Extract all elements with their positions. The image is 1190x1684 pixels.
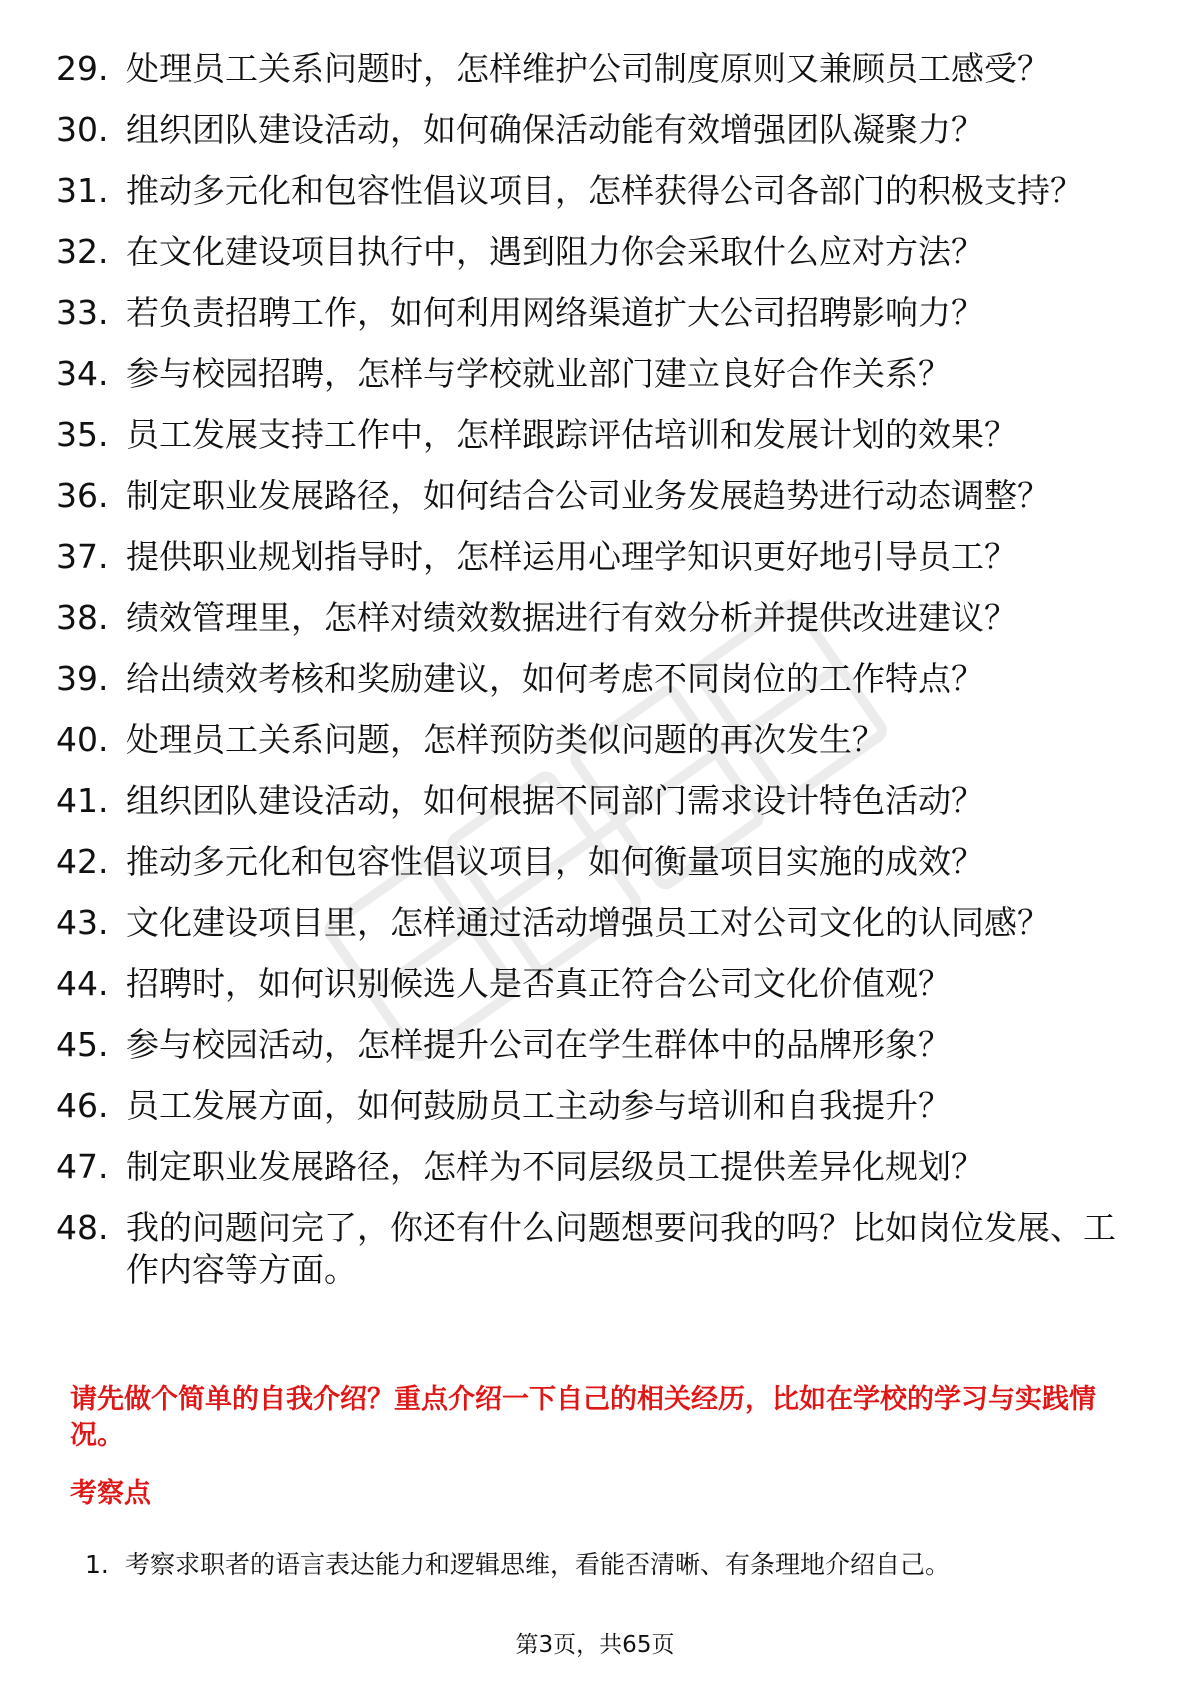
question-item <box>56 902 1136 944</box>
question-item <box>56 1207 1136 1291</box>
question-item <box>56 963 1136 1005</box>
question-text: 推动多元化和包容性倡议项目，怎样获得公司各部门的积极支持？ <box>126 171 1083 210</box>
question-number: 39. <box>56 659 109 698</box>
question-text: 员工发展方面，如何鼓励员工主动参与培训和自我提升？ <box>126 1086 951 1125</box>
question-item <box>56 292 1136 334</box>
interview-prompt: 请先做个简单的自我介绍？重点介绍一下自己的相关经历，比如在学校的学习与实践情况。 <box>70 1384 1096 1451</box>
question-number: 37. <box>56 537 109 576</box>
question-item <box>56 414 1136 456</box>
question-number: 35. <box>56 415 109 454</box>
question-number: 42. <box>56 842 109 881</box>
question-text: 提供职业规划指导时，怎样运用心理学知识更好地引导员工？ <box>126 537 1017 576</box>
question-number: 44. <box>56 964 109 1003</box>
question-number: 43. <box>56 903 109 942</box>
question-number: 48. <box>56 1208 109 1247</box>
question-text: 招聘时，如何识别候选人是否真正符合公司文化价值观？ <box>126 964 951 1003</box>
question-number: 29. <box>56 49 109 88</box>
question-number: 33. <box>56 293 109 332</box>
question-text: 推动多元化和包容性倡议项目，如何衡量项目实施的成效？ <box>126 842 984 881</box>
question-number: 36. <box>56 476 109 515</box>
question-number: 41. <box>56 781 109 820</box>
question-text: 制定职业发展路径，怎样为不同层级员工提供差异化规划？ <box>126 1147 984 1186</box>
question-list <box>56 48 1136 1310</box>
assessment-point-item <box>85 1548 1125 1582</box>
question-number: 47. <box>56 1147 109 1186</box>
question-number: 34. <box>56 354 109 393</box>
question-item <box>56 1146 1136 1188</box>
question-item <box>56 1024 1136 1066</box>
question-number: 38. <box>56 598 109 637</box>
question-text: 绩效管理里，怎样对绩效数据进行有效分析并提供改进建议？ <box>126 598 1017 637</box>
question-item <box>56 536 1136 578</box>
question-text: 组织团队建设活动，如何确保活动能有效增强团队凝聚力？ <box>126 110 984 149</box>
question-text: 文化建设项目里，怎样通过活动增强员工对公司文化的认同感？ <box>126 903 1050 942</box>
point-number: 1. <box>85 1550 109 1579</box>
point-text: 考察求职者的语言表达能力和逻辑思维，看能否清晰、有条理地介绍自己。 <box>125 1550 951 1579</box>
question-item <box>56 353 1136 395</box>
question-item <box>56 841 1136 883</box>
question-text: 给出绩效考核和奖励建议，如何考虑不同岗位的工作特点？ <box>126 659 984 698</box>
question-text: 处理员工关系问题，怎样预防类似问题的再次发生？ <box>126 720 885 759</box>
question-text: 若负责招聘工作，如何利用网络渠道扩大公司招聘影响力？ <box>126 293 984 332</box>
question-item <box>56 658 1136 700</box>
question-text: 在文化建设项目执行中，遇到阻力你会采取什么应对方法？ <box>126 232 984 271</box>
question-item <box>56 48 1136 90</box>
question-number: 40. <box>56 720 109 759</box>
question-item <box>56 475 1136 517</box>
question-number: 30. <box>56 110 109 149</box>
question-item <box>56 231 1136 273</box>
question-item <box>56 1085 1136 1127</box>
section-heading: 考察点 <box>70 1478 151 1509</box>
question-text: 参与校园活动，怎样提升公司在学生群体中的品牌形象？ <box>126 1025 951 1064</box>
question-item <box>56 780 1136 822</box>
question-item <box>56 719 1136 761</box>
question-text: 员工发展支持工作中，怎样跟踪评估培训和发展计划的效果？ <box>126 415 1017 454</box>
question-text: 组织团队建设活动，如何根据不同部门需求设计特色活动？ <box>126 781 984 820</box>
question-text: 我的问题问完了，你还有什么问题想要问我的吗？比如岗位发展、工作内容等方面。 <box>126 1208 1116 1289</box>
question-number: 46. <box>56 1086 109 1125</box>
question-item <box>56 597 1136 639</box>
assessment-point-list <box>85 1548 1125 1582</box>
question-number: 31. <box>56 171 109 210</box>
question-text: 制定职业发展路径，如何结合公司业务发展趋势进行动态调整？ <box>126 476 1050 515</box>
question-number: 45. <box>56 1025 109 1064</box>
question-item <box>56 170 1136 212</box>
question-number: 32. <box>56 232 109 271</box>
question-text: 处理员工关系问题时，怎样维护公司制度原则又兼顾员工感受？ <box>126 49 1050 88</box>
page-footer: 第3页，共65页 <box>515 1632 675 1658</box>
question-text: 参与校园招聘，怎样与学校就业部门建立良好合作关系？ <box>126 354 951 393</box>
question-item <box>56 109 1136 151</box>
